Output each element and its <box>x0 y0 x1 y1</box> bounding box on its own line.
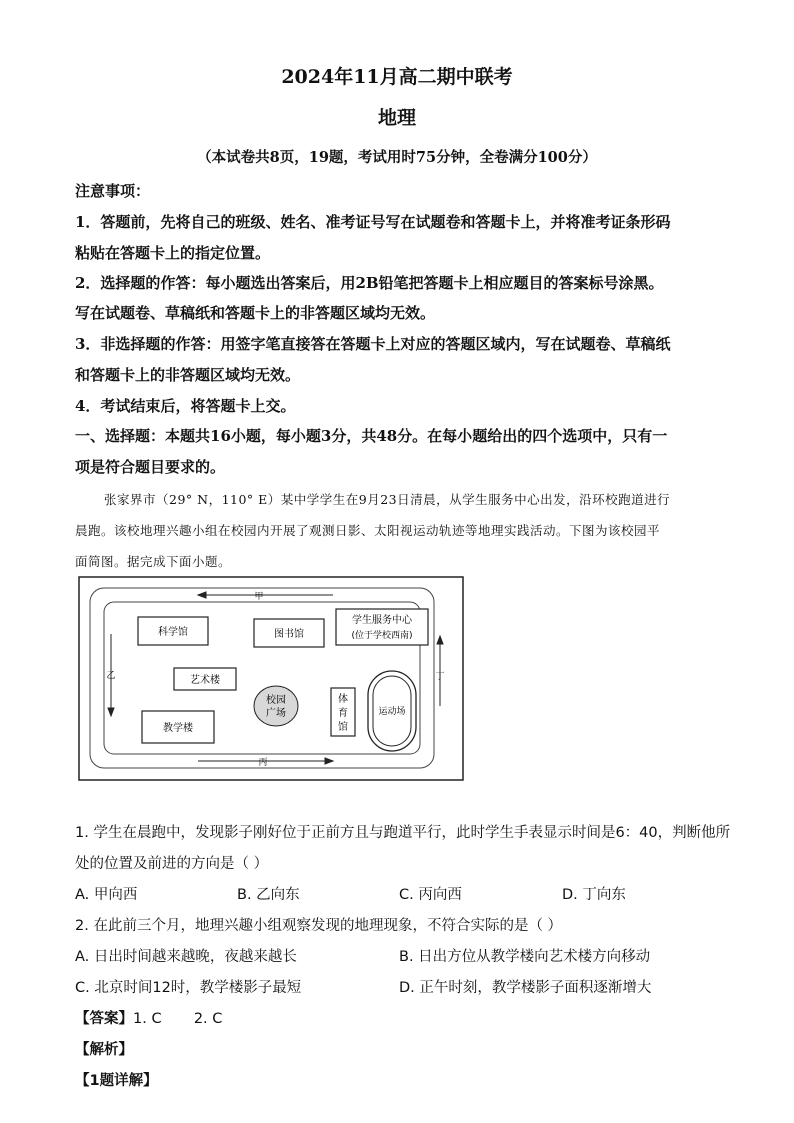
library-label: 图书馆 <box>274 629 304 640</box>
answer-text: 1. C 2. C <box>133 1011 223 1027</box>
section-heading-cont: 项是符合题目要求的。 <box>75 458 226 476</box>
track-label-right: 丁 <box>435 672 445 682</box>
track-label-bottom: 丙 <box>258 758 268 768</box>
answer-label: 【答案】 <box>75 1011 133 1027</box>
q2-option-a: A. 日出时间越来越晚，夜越来越长 <box>75 949 297 965</box>
exam-title: 2024年11月高二期中联考 <box>281 66 513 88</box>
q2-stem: 2. 在此前三个月，地理兴趣小组观察发现的地理现象，不符合实际的是（ ） <box>75 918 563 934</box>
service-center-label: 学生服务中心 <box>352 615 412 626</box>
notice-line: 和答题卡上的非答题区域均无效。 <box>75 366 301 384</box>
plaza-label-1: 校园 <box>266 695 286 706</box>
sports-field-label: 运动场 <box>378 707 406 717</box>
plaza-label-2: 广场 <box>266 708 286 719</box>
reading-line: 晨跑。该校地理兴趣小组在校园内开展了观测日影、太阳视运动轨迹等地理实践活动。下图为该校园平 <box>75 523 661 538</box>
exam-info: （本试卷共8页，19题，考试用时75分钟，全卷满分100分） <box>197 149 597 166</box>
q1-stem-cont: 处的位置及前进的方向是（ ） <box>75 856 269 872</box>
teaching-label: 教学楼 <box>163 723 193 734</box>
gym-label-1: 体 <box>338 694 348 705</box>
exam-subject: 地理 <box>377 107 416 129</box>
notice-heading: 注意事项： <box>75 182 151 200</box>
notice-line: 2．选择题的作答：每小题选出答案后，用2B铅笔把答题卡上相应题目的答案标号涂黑。 <box>75 274 664 292</box>
q2-option-b: B. 日出方位从教学楼向艺术楼方向移动 <box>399 949 651 965</box>
track-label-left: 乙 <box>106 671 116 681</box>
notice-line: 写在试题卷、草稿纸和答题卡上的非答题区域均无效。 <box>75 304 436 322</box>
q2-option-c: C. 北京时间12时，教学楼影子最短 <box>75 980 302 996</box>
gym-label-2: 育 <box>338 708 348 719</box>
reading-line: 张家界市（29° N，110° E）某中学学生在9月23日清晨，从学生服务中心出发，沿环校跑道进行 <box>104 492 671 507</box>
science-label: 科学馆 <box>158 627 188 638</box>
gym-label-3: 馆 <box>338 722 348 733</box>
q1-option-d: D. 丁向东 <box>562 887 626 903</box>
section-heading: 一、选择题：本题共16小题，每小题3分，共48分。在每小题给出的四个选项中，只有一 <box>75 427 668 445</box>
service-center-note: (位于学校西南) <box>351 631 413 641</box>
analysis-label: 【解析】 <box>75 1042 133 1058</box>
q1-option-b: B. 乙向东 <box>237 887 300 903</box>
q1-option-a: A. 甲向西 <box>75 887 138 903</box>
notice-line: 4．考试结束后，将答题卡上交。 <box>75 397 296 415</box>
campus-map <box>78 576 464 781</box>
answer-line <box>75 1007 222 1028</box>
campus-plaza <box>254 686 298 726</box>
notice-line: 3．非选择题的作答：用签字笔直接答在答题卡上对应的答题区域内，写在试题卷、草稿纸 <box>75 335 671 353</box>
q1-stem: 1. 学生在晨跑中，发现影子刚好位于正前方且与跑道平行，此时学生手表显示时间是6：40，判断他所 <box>75 825 731 841</box>
notice-line: 粘贴在答题卡上的指定位置。 <box>75 244 271 262</box>
art-label: 艺术楼 <box>190 675 220 686</box>
track-label-top: 甲 <box>254 592 264 602</box>
q2-option-d: D. 正午时刻，教学楼影子面积逐渐增大 <box>399 980 652 996</box>
reading-line: 面简图。据完成下面小题。 <box>75 554 232 569</box>
q1-option-c: C. 丙向西 <box>399 887 462 903</box>
notice-line: 1．答题前，先将自己的班级、姓名、准考证号写在试题卷和答题卡上，并将准考证条形码 <box>75 213 671 231</box>
detail-label: 【1题详解】 <box>75 1073 158 1089</box>
